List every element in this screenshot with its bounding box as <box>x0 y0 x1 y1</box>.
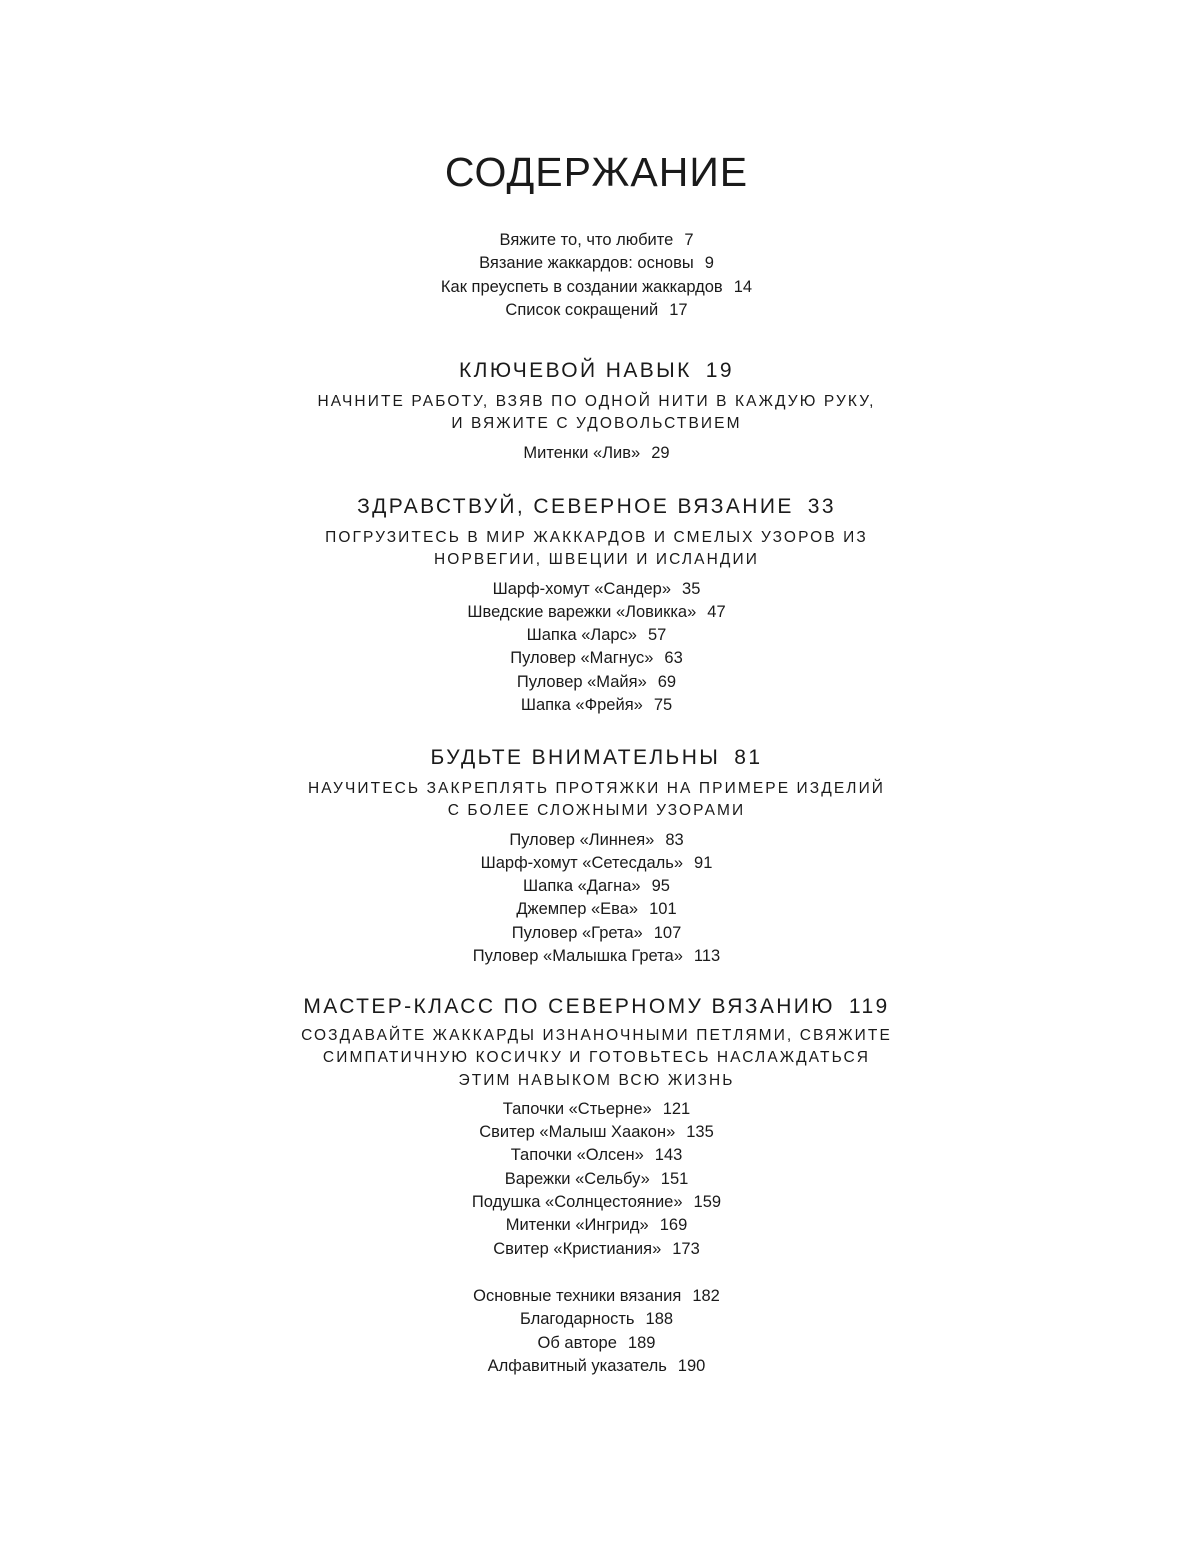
toc-entry[interactable] <box>0 694 1193 717</box>
toc-entry[interactable] <box>0 252 1193 275</box>
entry-label: Алфавитный указатель <box>487 1356 667 1375</box>
entry-page: 173 <box>672 1239 700 1258</box>
entry-label: Тапочки «Стьерне» <box>502 1099 652 1118</box>
entry-label: Вязание жаккардов: основы <box>479 254 694 273</box>
entry-page: 9 <box>704 254 714 273</box>
entry-label: Как преуспеть в создании жаккардов <box>440 277 723 296</box>
entry-page: 57 <box>648 626 667 645</box>
section-heading-page: 33 <box>807 495 836 518</box>
entry-page: 35 <box>682 579 701 598</box>
entry-label: Пуловер «Магнус» <box>510 649 654 668</box>
toc-entry[interactable] <box>0 229 1193 252</box>
section-subtitle <box>0 527 1193 572</box>
section-subtitle-line: НАЧНИТЕ РАБОТУ, ВЗЯВ ПО ОДНОЙ НИТИ В КАЖДУЮ РУКУ, <box>317 393 876 410</box>
toc-entry[interactable] <box>0 1238 1193 1261</box>
toc-entry[interactable] <box>0 442 1193 465</box>
section-heading-page: 81 <box>734 746 763 769</box>
section-heading-label: ЗДРАВСТВУЙ, СЕВЕРНОЕ ВЯЗАНИЕ <box>357 495 794 518</box>
entry-page: 151 <box>660 1169 689 1188</box>
entry-label: Шарф-хомут «Сандер» <box>492 579 672 598</box>
entry-label: Пуловер «Грета» <box>511 923 643 942</box>
toc-entry[interactable] <box>0 1355 1193 1378</box>
entry-label: Варежки «Сельбу» <box>504 1169 650 1188</box>
intro-list <box>0 229 1193 322</box>
toc-entry[interactable] <box>0 647 1193 670</box>
section-heading-page: 19 <box>705 359 734 382</box>
toc-entry[interactable] <box>0 624 1193 647</box>
entry-page: 135 <box>686 1123 714 1142</box>
entry-label: Митенки «Ингрид» <box>505 1216 649 1235</box>
toc-entry[interactable] <box>0 578 1193 601</box>
entry-page: 95 <box>651 877 670 896</box>
entry-page: 29 <box>651 443 670 462</box>
toc-entry[interactable] <box>0 671 1193 694</box>
section-subtitle-line: С БОЛЕЕ СЛОЖНЫМИ УЗОРАМИ <box>447 802 746 820</box>
entry-page: 143 <box>654 1146 683 1165</box>
entry-page: 101 <box>649 900 677 919</box>
toc-section <box>0 494 1193 717</box>
entry-page: 63 <box>664 649 683 668</box>
section-subtitle-line: И ВЯЖИТЕ С УДОВОЛЬСТВИЕМ <box>451 415 742 433</box>
section-heading[interactable] <box>0 994 1193 1020</box>
toc-entry[interactable] <box>0 875 1193 898</box>
section-heading[interactable] <box>0 358 1193 384</box>
entry-page: 91 <box>694 853 713 872</box>
toc-entry[interactable] <box>0 1308 1193 1331</box>
entry-page: 14 <box>733 277 753 296</box>
entry-page: 7 <box>684 231 694 249</box>
section-heading[interactable] <box>0 494 1193 520</box>
entry-label: Пуловер «Малышка Грета» <box>472 947 683 966</box>
entry-label: Шарф-хомут «Сетесдаль» <box>480 853 684 872</box>
toc-entry[interactable] <box>0 922 1193 945</box>
toc-entry[interactable] <box>0 898 1193 921</box>
appendix-list <box>0 1285 1193 1378</box>
entry-label: Список сокращений <box>505 300 659 319</box>
section-heading-label: МАСТЕР-КЛАСС ПО СЕВЕРНОМУ ВЯЗАНИЮ <box>303 995 835 1018</box>
toc-entry[interactable] <box>0 601 1193 624</box>
toc-section <box>0 994 1193 1261</box>
entry-page: 69 <box>657 672 677 691</box>
page-title: СОДЕРЖАНИЕ <box>444 149 749 195</box>
entry-label: Тапочки «Олсен» <box>510 1146 644 1165</box>
entry-page: 47 <box>707 602 726 621</box>
entry-page: 169 <box>659 1216 688 1235</box>
entry-label: Джемпер «Ева» <box>516 900 639 919</box>
entry-label: Основные техники вязания <box>473 1287 682 1305</box>
entry-label: Шапка «Ларс» <box>526 626 637 645</box>
section-subtitle-line: НОРВЕГИИ, ШВЕЦИИ И ИСЛАНДИИ <box>434 551 759 569</box>
entry-page: 107 <box>653 923 682 942</box>
entry-label: Подушка «Солнцестояние» <box>471 1193 683 1212</box>
section-heading-page: 119 <box>848 995 890 1018</box>
toc-entry[interactable] <box>0 1191 1193 1214</box>
entry-page: 182 <box>692 1287 720 1305</box>
toc-entry[interactable] <box>0 299 1193 322</box>
toc-entry[interactable] <box>0 829 1193 852</box>
section-subtitle <box>0 778 1193 823</box>
toc-section <box>0 745 1193 968</box>
toc-entry[interactable] <box>0 276 1193 299</box>
entry-label: Шапка «Фрейя» <box>520 696 643 715</box>
section-subtitle-line: ЭТИМ НАВЫКОМ ВСЮ ЖИЗНЬ <box>458 1071 735 1089</box>
toc-entry[interactable] <box>0 1144 1193 1167</box>
entry-label: Свитер «Малыш Хаакон» <box>479 1123 676 1142</box>
entry-label: Свитер «Кристиания» <box>493 1239 662 1258</box>
entry-page: 189 <box>627 1333 656 1352</box>
section-subtitle-line: СИМПАТИЧНУЮ КОСИЧКУ И ГОТОВЬТЕСЬ НАСЛАЖДАТЬСЯ <box>322 1049 871 1067</box>
toc-entry[interactable] <box>0 1098 1193 1121</box>
toc-entry[interactable] <box>0 1214 1193 1237</box>
entry-label: Шапка «Дагна» <box>523 877 641 896</box>
entry-page: 159 <box>693 1193 722 1212</box>
section-subtitle <box>0 391 1193 436</box>
toc-entry[interactable] <box>0 1332 1193 1355</box>
section-subtitle-line: ПОГРУЗИТЕСЬ В МИР ЖАККАРДОВ И СМЕЛЫХ УЗОРОВ ИЗ <box>325 529 868 546</box>
entry-page: 83 <box>665 830 684 849</box>
entry-page: 17 <box>669 300 688 319</box>
entry-label: Шведские варежки «Ловикка» <box>467 602 697 621</box>
toc-entry[interactable] <box>0 945 1193 968</box>
entry-label: Митенки «Лив» <box>523 443 641 462</box>
entry-label: Об авторе <box>537 1333 617 1352</box>
entry-page: 113 <box>693 947 721 966</box>
entry-label: Пуловер «Линнея» <box>509 830 655 849</box>
entry-page: 188 <box>645 1310 674 1329</box>
toc-entry[interactable] <box>0 1121 1193 1144</box>
section-subtitle <box>0 1025 1193 1092</box>
entry-label: Пуловер «Майя» <box>516 672 647 691</box>
section-heading-label: БУДЬТЕ ВНИМАТЕЛЬНЫ <box>430 746 721 769</box>
entry-page: 75 <box>653 696 673 715</box>
toc-entry[interactable] <box>0 1168 1193 1191</box>
toc-section <box>0 358 1193 465</box>
toc-entry[interactable] <box>0 852 1193 875</box>
section-subtitle-line: СОЗДАВАЙТЕ ЖАККАРДЫ ИЗНАНОЧНЫМИ ПЕТЛЯМИ, СВЯЖИТЕ <box>301 1027 892 1044</box>
section-subtitle-line: НАУЧИТЕСЬ ЗАКРЕПЛЯТЬ ПРОТЯЖКИ НА ПРИМЕРЕ ИЗДЕЛИЙ <box>307 780 886 797</box>
toc-entry[interactable] <box>0 1285 1193 1308</box>
section-heading[interactable] <box>0 745 1193 771</box>
entry-label: Благодарность <box>519 1310 635 1329</box>
entry-page: 121 <box>662 1099 691 1118</box>
entry-label: Вяжите то, что любите <box>499 231 674 249</box>
section-heading-label: КЛЮЧЕВОЙ НАВЫК <box>459 359 692 382</box>
entry-page: 190 <box>677 1356 706 1375</box>
